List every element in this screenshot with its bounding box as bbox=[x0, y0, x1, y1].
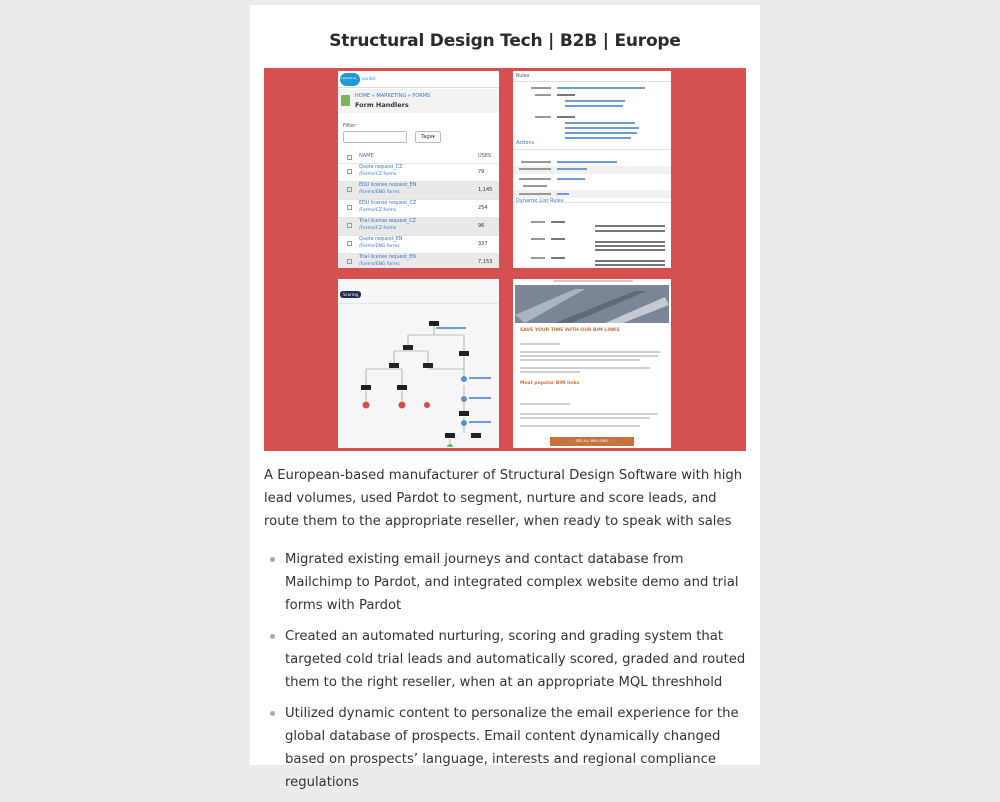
email-headline: SAVE YOUR TIME WITH OUR BIM LINKS bbox=[520, 328, 620, 333]
row-name[interactable]: Trial license request_CZ bbox=[359, 219, 416, 224]
card-title: Structural Design Tech | B2B | Europe bbox=[329, 31, 681, 51]
list-item bbox=[264, 702, 750, 794]
list-item-text: Utilized dynamic content to personalize the email experience for the global database of prospects. Email content dynamically changed based on prospects’ language, interests and regional compliance regulations bbox=[285, 706, 739, 790]
row-name[interactable]: EDU license request_CZ bbox=[359, 201, 417, 206]
list-item-text: Migrated existing email journeys and contact database from Mailchimp to Pardot, and integrated complex website demo and trial forms with Pardot bbox=[285, 552, 739, 613]
row-name[interactable]: EDU license request_EN bbox=[359, 183, 417, 188]
col-name[interactable]: NAME bbox=[359, 153, 374, 159]
row-checkbox[interactable] bbox=[347, 223, 352, 228]
row-checkbox[interactable] bbox=[347, 241, 352, 246]
email-subhead: Most popular BIM links bbox=[520, 381, 580, 386]
achievements-list bbox=[264, 548, 750, 802]
row-path[interactable]: /Forms/ENG forms bbox=[359, 190, 400, 195]
row-uses: 79 bbox=[478, 169, 485, 175]
bullet-icon bbox=[270, 711, 275, 716]
row-path[interactable]: /Forms/CZ forms bbox=[359, 172, 397, 177]
row-path[interactable]: /Forms/CZ forms bbox=[359, 208, 397, 213]
rules-heading: Rules bbox=[516, 73, 530, 79]
row-checkbox[interactable] bbox=[347, 187, 352, 192]
bullet-icon bbox=[270, 634, 275, 639]
automation-rules-screenshot bbox=[513, 71, 671, 268]
toolbar-divider bbox=[338, 303, 499, 304]
header-checkbox[interactable] bbox=[347, 155, 352, 160]
flow-diagram bbox=[338, 307, 499, 447]
row-path[interactable]: /Forms/CZ forms bbox=[359, 226, 397, 231]
row-uses: 337 bbox=[478, 241, 488, 247]
salesforce-logo-text: salesforce bbox=[341, 76, 357, 80]
email-hero-image bbox=[515, 285, 669, 323]
email-cta-button[interactable]: SEE ALL BIM LINKS bbox=[550, 437, 634, 446]
form-icon bbox=[341, 95, 350, 106]
list-item bbox=[264, 548, 750, 617]
scoring-flow-screenshot bbox=[338, 279, 499, 448]
row-name[interactable]: Trial license request_EN bbox=[359, 255, 416, 260]
project-card bbox=[250, 5, 760, 790]
email-preview-screenshot bbox=[513, 279, 671, 448]
row-path[interactable]: /Forms/ENG forms bbox=[359, 262, 400, 267]
list-item bbox=[264, 625, 750, 694]
row-checkbox[interactable] bbox=[347, 169, 352, 174]
dynamic-list-heading: Dynamic List Rules bbox=[516, 198, 564, 204]
row-path[interactable]: /Forms/ENG forms bbox=[359, 244, 400, 249]
app-name: pardot bbox=[362, 76, 376, 81]
email-top-bar bbox=[553, 280, 633, 282]
filter-input[interactable] bbox=[343, 131, 407, 143]
screenshot-collage bbox=[264, 68, 746, 451]
row-uses: 1,145 bbox=[478, 187, 493, 193]
bullet-icon bbox=[270, 557, 275, 562]
row-uses: 254 bbox=[478, 205, 488, 211]
row-name[interactable]: Quote request_CZ bbox=[359, 165, 403, 170]
scoring-tag: Scoring bbox=[340, 291, 361, 298]
row-checkbox[interactable] bbox=[347, 205, 352, 210]
actions-heading: Actions bbox=[516, 140, 535, 146]
row-name[interactable]: Quote request_EN bbox=[359, 237, 403, 242]
page-heading: Form Handlers bbox=[355, 101, 409, 109]
form-handlers-screenshot bbox=[338, 71, 499, 268]
divider bbox=[513, 81, 671, 82]
col-uses: USES bbox=[478, 153, 492, 159]
project-description: A European-based manufacturer of Structural Design Software with high lead volumes, used Pardot to segment, nurture and score leads, and route them to the appropriate reseller, when ready to speak with sales bbox=[264, 468, 743, 529]
breadcrumb[interactable]: HOME » MARKETING » FORMS bbox=[355, 93, 431, 99]
top-rule bbox=[338, 87, 499, 88]
list-item-text: Created an automated nurturing, scoring and grading system that targeted cold trial leads and automatically scored, graded and routed them to the right reseller, when at an appropriate MQL threshhold bbox=[285, 629, 746, 690]
row-uses: 7,153 bbox=[478, 259, 493, 265]
row-uses: 96 bbox=[478, 223, 485, 229]
row-checkbox[interactable] bbox=[347, 259, 352, 264]
filter-label: Filter: bbox=[343, 123, 357, 129]
tags-button[interactable]: Tags▾ bbox=[415, 131, 441, 143]
rules-lines bbox=[513, 83, 671, 268]
